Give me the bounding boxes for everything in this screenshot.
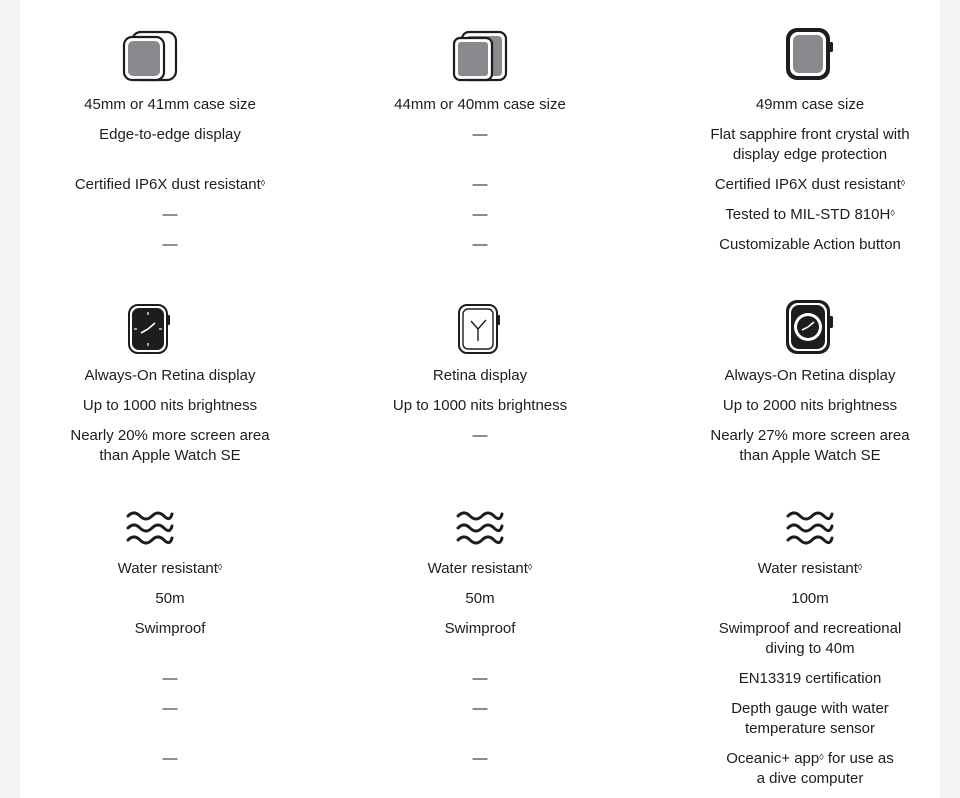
footnote-mark: ◊: [527, 562, 533, 572]
spec-dive-app: —: [472, 750, 488, 767]
case-size-icon-se: [452, 30, 508, 82]
footnote-mark: ◊: [890, 208, 895, 218]
spec-dust-resistance: Certified IP6X dust resistant◊: [714, 176, 906, 193]
spec-dust-resistance: —: [472, 176, 488, 193]
watch-face-icon-se: [457, 303, 503, 355]
spec-screen-area: —: [472, 427, 488, 444]
spec-action-button: Customizable Action button: [719, 236, 901, 253]
spec-swim-rating: Swimproof and recreational diving to 40m: [718, 620, 902, 657]
spec-brightness: Up to 2000 nits brightness: [722, 397, 898, 414]
spec-case-size: 49mm case size: [755, 96, 865, 113]
spec-military-standard: —: [472, 206, 488, 223]
footnote-mark: ◊: [260, 178, 266, 188]
case-size-icon-ultra: [784, 26, 836, 82]
comparison-page: [20, 0, 940, 798]
footnote-mark: ◊: [900, 178, 906, 188]
spec-action-button: —: [472, 236, 488, 253]
spec-display-type: Always-On Retina display: [84, 367, 256, 384]
spec-military-standard: Tested to MIL-STD 810H◊: [725, 206, 895, 223]
spec-dive-certification: EN13319 certification: [738, 670, 882, 687]
spec-brightness: Up to 1000 nits brightness: [82, 397, 258, 414]
spec-display-type: Retina display: [432, 367, 528, 384]
footnote-mark: ◊: [217, 562, 223, 572]
case-size-icon-series: [122, 30, 178, 82]
spec-water-resistance: Water resistant◊: [427, 560, 533, 577]
spec-display-edge: Edge-to-edge display: [99, 126, 241, 143]
spec-brightness: Up to 1000 nits brightness: [392, 397, 568, 414]
spec-screen-area: Nearly 27% more screen area than Apple Watch SE: [710, 427, 910, 464]
spec-dust-resistance: Certified IP6X dust resistant◊: [74, 176, 266, 193]
spec-water-resistance: Water resistant◊: [757, 560, 863, 577]
spec-swim-rating: Swimproof: [134, 620, 206, 637]
spec-depth-gauge: Depth gauge with water temperature sensor: [731, 700, 889, 737]
spec-water-resistance: Water resistant◊: [117, 560, 223, 577]
spec-dive-app: —: [162, 750, 178, 767]
water-waves-icon: [126, 510, 174, 546]
spec-water-depth: 100m: [791, 590, 829, 607]
footnote-mark: ◊: [857, 562, 863, 572]
spec-case-size: 44mm or 40mm case size: [394, 96, 566, 113]
spec-display-edge: —: [472, 126, 488, 143]
spec-military-standard: —: [162, 206, 178, 223]
water-waves-icon: [786, 510, 834, 546]
spec-swim-rating: Swimproof: [444, 620, 516, 637]
footnote-mark: ◊: [819, 752, 824, 762]
spec-case-size: 45mm or 41mm case size: [84, 96, 256, 113]
spec-depth-gauge: —: [472, 700, 488, 717]
spec-water-depth: 50m: [465, 590, 495, 607]
water-waves-icon: [456, 510, 504, 546]
watch-face-icon-ultra: [784, 298, 836, 356]
spec-water-depth: 50m: [155, 590, 185, 607]
spec-display-type: Always-On Retina display: [724, 367, 896, 384]
spec-display-edge: Flat sapphire front crystal with display edge protection: [710, 126, 910, 163]
spec-dive-certification: —: [472, 670, 488, 687]
watch-face-icon-series: [127, 303, 173, 355]
spec-dive-certification: —: [162, 670, 178, 687]
spec-dive-app: Oceanic+ app◊ for use as a dive computer: [726, 750, 894, 787]
spec-action-button: —: [162, 236, 178, 253]
spec-depth-gauge: —: [162, 700, 178, 717]
spec-screen-area: Nearly 20% more screen area than Apple Watch SE: [70, 427, 270, 464]
